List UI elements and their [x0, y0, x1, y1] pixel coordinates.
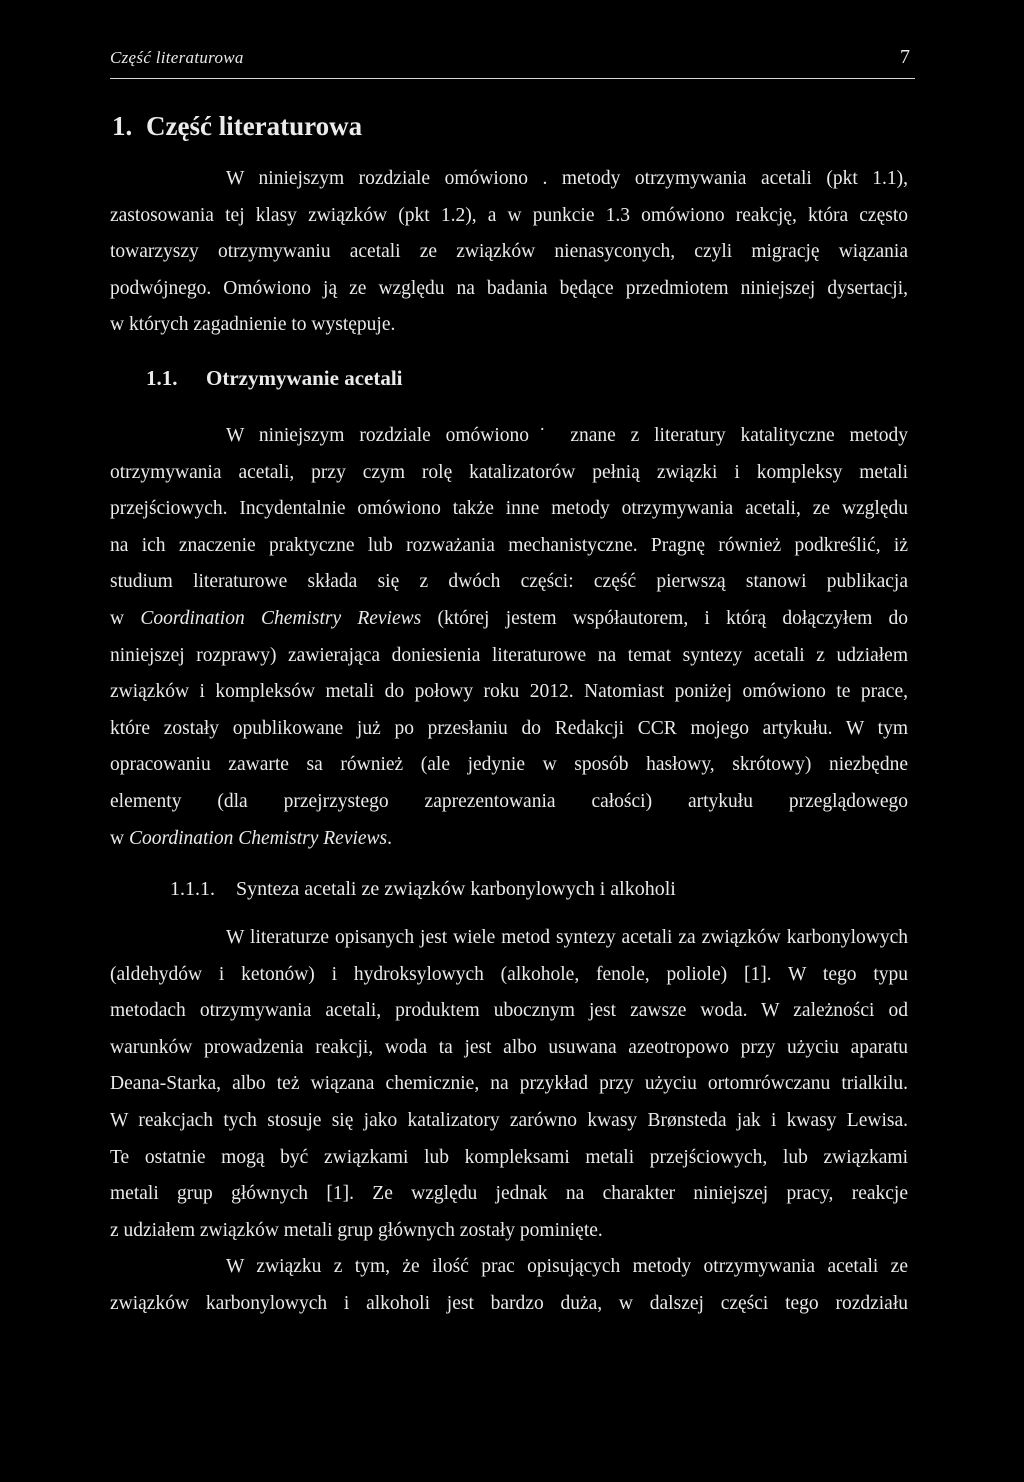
text-line: studium literaturowe składa się z dwóch części: część pierwszą stanowi publikacja	[110, 571, 908, 593]
text-line: opracowaniu zawarte sa również (ale jedynie w sposób hasłowy, skrótowy) niezbędne	[110, 754, 908, 776]
text-line: warunków prowadzenia reakcji, woda ta jest albo usuwana azeotropowo przy użyciu aparatu	[110, 1036, 908, 1058]
text-line: towarzyszy otrzymywaniu acetali ze związków nienasyconych, czyli migrację wiązania	[110, 241, 908, 263]
section-1-1-1-paragraph-2	[110, 1249, 908, 1322]
journal-name: Coordination Chemistry Reviews	[128, 827, 388, 849]
section-1-1-1-paragraph-1	[110, 920, 908, 1249]
text-line: w Coordination Chemistry Reviews.	[110, 827, 393, 849]
page-number: 7	[900, 46, 910, 68]
text-line: W związku z tym, że ilość prac opisujących metody otrzymywania acetali ze	[226, 1256, 908, 1277]
text-line: otrzymywania acetali, przy czym rolę katalizatorów pełnią związki i kompleksy metali	[110, 461, 908, 483]
text-line: przejściowych. Incydentalnie omówiono także inne metody otrzymywania acetali, ze względu	[110, 498, 908, 520]
section-1-1-title: Otrzymywanie acetali	[206, 366, 403, 390]
text-line: W niniejszym rozdziale omówiono . metody otrzymywania acetali (pkt 1.1),	[226, 168, 908, 189]
text-line: elementy (dla przejrzystego zaprezentowania całości) artykułu przeglądowego	[110, 790, 908, 812]
text-line: na ich znaczenie praktyczne lub rozważania mechanistyczne. Pragnę również podkreślić, iż	[110, 534, 908, 556]
text-line: W literaturze opisanych jest wiele metod syntezy acetali za związków karbonylowych	[226, 927, 908, 948]
section-1-1-paragraph	[110, 418, 908, 857]
section-1-number: 1.	[112, 111, 133, 141]
text-line: W reakcjach tych stosuje się jako katalizatory zarówno kwasy Brønsteda jak i kwasy Lewisa.	[110, 1109, 908, 1131]
section-1-1-heading	[146, 366, 403, 391]
journal-name: Coordination Chemistry Reviews	[140, 607, 422, 629]
section-1-heading	[112, 111, 362, 142]
text-line: W niniejszym rozdziale omówiono˙ znane z literatury katalityczne metody	[226, 425, 908, 446]
section-1-title: Część literaturowa	[146, 111, 363, 141]
text-line: w których zagadnienie to występuje.	[110, 314, 396, 336]
text-line: zastosowania tej klasy związków (pkt 1.2), a w punkcie 1.3 omówiono reakcję, która często	[110, 204, 908, 226]
section-1-1-number: 1.1.	[146, 366, 178, 390]
section-1-1-1-number: 1.1.1.	[170, 878, 215, 900]
running-header-title: Część literaturowa	[110, 48, 244, 67]
section-1-1-1-title: Synteza acetali ze związków karbonylowych i alkoholi	[236, 878, 676, 900]
text-line: związków karbonylowych i alkoholi jest bardzo duża, w dalszej części tego rozdziału	[110, 1292, 908, 1314]
text-line: w Coordination Chemistry Reviews (której jestem współautorem, i którą dołączyłem do	[110, 607, 908, 629]
text-line: (aldehydów i ketonów) i hydroksylowych (alkohole, fenole, poliole) [1]. W tego typu	[110, 963, 908, 985]
text-line: niniejszej rozprawy) zawierająca doniesienia literaturowe na temat syntezy acetali z udziałem	[110, 644, 908, 666]
section-1-paragraph	[110, 161, 908, 344]
text-line: związków i kompleksów metali do połowy roku 2012. Natomiast poniżej omówiono te prace,	[110, 681, 908, 703]
text-line: podwójnego. Omówiono ją ze względu na badania będące przedmiotem niniejszej dysertacji,	[110, 277, 908, 299]
section-1-1-1-heading	[170, 878, 676, 901]
text-line: z udziałem związków metali grup głównych zostały pominięte.	[110, 1219, 603, 1241]
text-line: metodach otrzymywania acetali, produktem ubocznym jest zawsze woda. W zależności od	[110, 1000, 908, 1022]
text-line: metali grup głównych [1]. Ze względu jednak na charakter niniejszej pracy, reakcje	[110, 1183, 908, 1205]
text-line: które zostały opublikowane już po przesłaniu do Redakcji CCR mojego artykułu. W tym	[110, 717, 908, 739]
running-header	[110, 48, 915, 79]
text-line: Te ostatnie mogą być związkami lub kompleksami metali przejściowych, lub związkami	[110, 1146, 908, 1168]
text-line: Deana-Starka, albo też wiązana chemicznie, na przykład przy użyciu ortomrówczanu trialkilu.	[110, 1073, 908, 1095]
